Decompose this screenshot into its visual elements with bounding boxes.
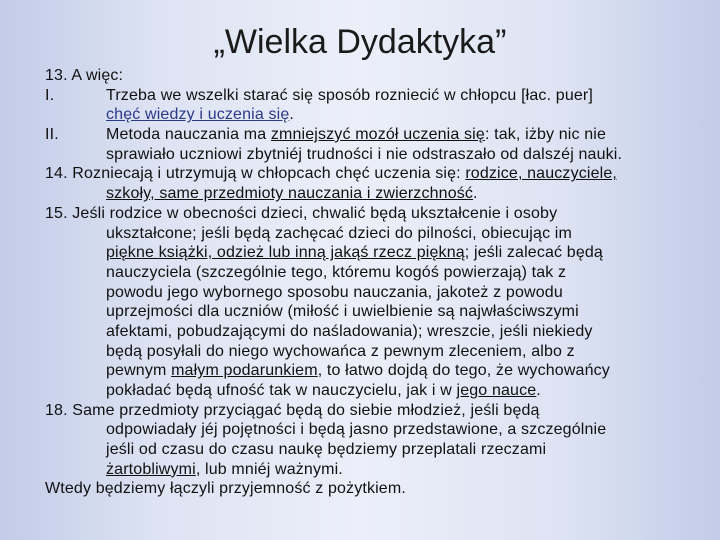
section-15-line-3-post: ; jeśli zalecać będą: [464, 244, 603, 262]
point-i-line-2: [45, 105, 695, 125]
point-ii-underlined: zmniejszyć mozół uczenia się: [270, 126, 485, 144]
section-15-underlined-3: jego nauce: [456, 382, 537, 399]
closing-line: Wtedy będziemy łączyli przyjemność z pożytkiem.: [45, 480, 406, 498]
point-i-line-1: [45, 86, 695, 106]
section-18-line-2: odpowiadały jéj pojętności i będą jasno przedstawione, a szczególnie: [106, 421, 607, 439]
section-15-underlined-2: małym podarunkiem: [171, 362, 318, 380]
slide-body: [45, 66, 695, 499]
point-ii-line-2: sprawiało uczniowi zbytniéj trudności i nie odstraszało od dalszéj nauki.: [106, 145, 623, 163]
section-15-line-9: [45, 361, 695, 381]
section-15-line-2: ukształcone; jeśli będą zachęcać dzieci do pilności, obiecując im: [106, 224, 572, 242]
point-i-text: Trzeba we wszelki starać się sposób rozniecić w chłopcu [łac. puer]: [106, 86, 593, 104]
section-18-underlined: żartobliwymi: [106, 460, 196, 478]
point-ii-label: II.: [45, 126, 59, 144]
section-13-heading: 13. A więc:: [45, 67, 124, 84]
section-14-underlined-2: szkoły, same przedmioty nauczania i zwierzchność: [106, 185, 474, 203]
section-14-line-1: [45, 164, 695, 184]
point-ii-post: : tak, iżby nic nie: [484, 126, 607, 144]
point-ii-pre: Metoda nauczania ma: [106, 126, 271, 144]
section-15-line-6: uprzejmości dla uczniów (miłość i uwielbienie są najwłaściwszymi: [106, 303, 579, 321]
section-15-line-3: [45, 243, 695, 263]
section-15-line-10-pre: pokładać będą ufność tak w nauczycielu, jak i w: [106, 382, 457, 399]
point-i-underlined: chęć wiedzy i uczenia się: [106, 106, 290, 124]
section-15-line-4: nauczyciela (szczególnie tego, któremu kogóś powierzają) tak z: [106, 263, 567, 281]
section-14-pre: 14. Rozniecają i utrzymują w chłopcach chęć uczenia się:: [45, 165, 466, 183]
slide-title: „Wielka Dydaktyka”: [213, 23, 507, 61]
point-i-end: .: [289, 106, 294, 124]
section-14-underlined-1: rodzice, nauczyciele,: [465, 165, 617, 183]
section-18-line-3: jeśli od czasu do czasu naukę będziemy przeplatali rzeczami: [106, 441, 547, 459]
section-18-line-1: 18. Same przedmioty przyciągać będą do siebie młodzież, jeśli będą: [45, 401, 540, 419]
section-14-line-2: [45, 184, 695, 204]
point-i-label: I.: [45, 86, 55, 104]
section-15-line-9-pre: pewnym: [106, 362, 172, 380]
section-18-line-4-post: , lub mniéj ważnymi.: [195, 460, 343, 478]
section-15-underlined-1: piękne książki, odzież lub inną jakąś rzecz piękną: [106, 244, 465, 262]
section-15-line-9-post: , to łatwo dojdą do tego, że wychowańcy: [317, 362, 610, 380]
section-15-line-1: 15. Jeśli rodzice w obecności dzieci, chwalić będą ukształcenie i osoby: [45, 204, 558, 222]
section-18-line-4: [45, 460, 695, 480]
section-14-end: .: [473, 185, 478, 203]
point-ii-line-1: [45, 125, 695, 145]
section-15-line-10-end: .: [536, 382, 541, 399]
section-15-line-10: [45, 381, 695, 401]
section-15-line-5: powodu jego wybornego sposobu nauczania, jakoteż z powodu: [106, 283, 563, 301]
section-15-line-8: będą posyłali do niego wychowańca z pewnym zleceniem, albo z: [106, 342, 575, 360]
section-15-line-7: afektami, pobudzającymi do naśladowania); wreszcie, jeśli niekiedy: [106, 322, 593, 340]
